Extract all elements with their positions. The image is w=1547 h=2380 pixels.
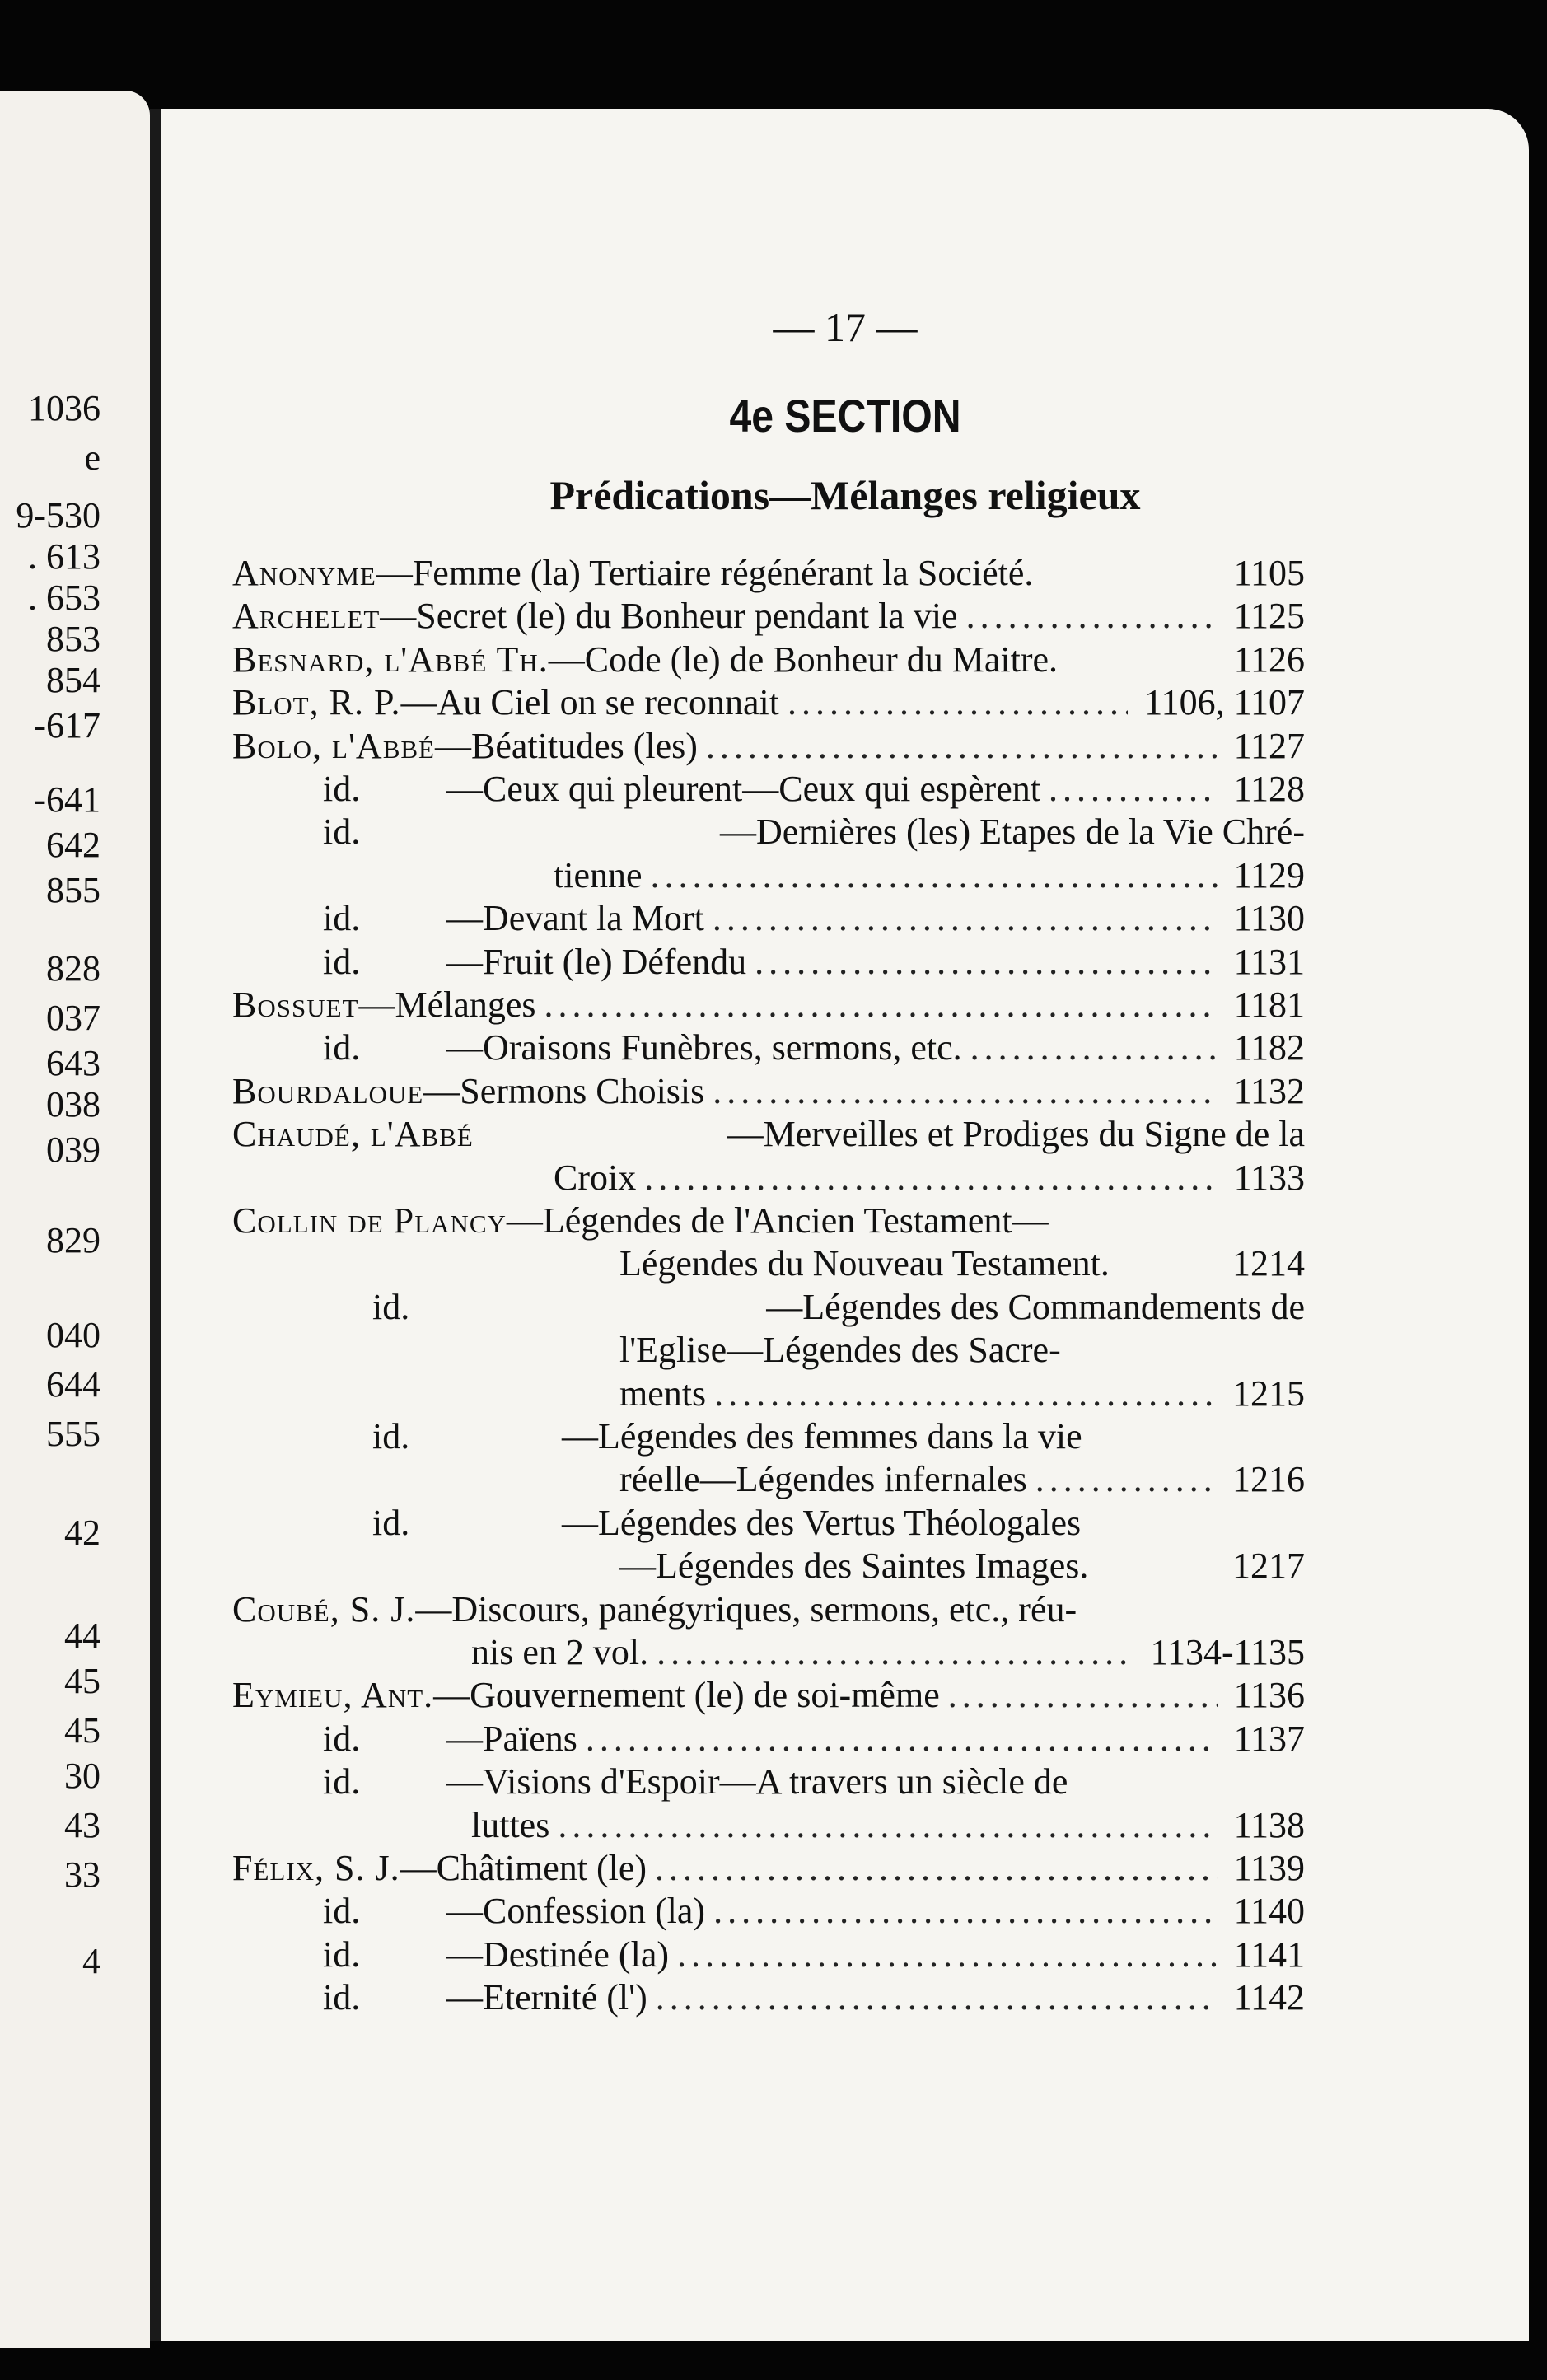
entry-id-ref: id. xyxy=(323,941,361,982)
prev-page-number: 9-530 xyxy=(16,495,100,535)
entry-title: —Châtiment (le) xyxy=(400,1848,647,1888)
catalog-entry-line xyxy=(232,768,1305,814)
prev-page-number: -617 xyxy=(34,705,100,746)
catalog-entry-line xyxy=(232,638,1305,685)
prev-page-number: 853 xyxy=(46,619,100,659)
dot-leader xyxy=(948,1674,1218,1716)
entry-continuation: Croix xyxy=(554,1157,637,1198)
entry-number: 1130 xyxy=(1233,898,1305,939)
catalog-entry-line xyxy=(232,1847,1305,1893)
entry-title: —Oraisons Funèbres, sermons, etc. xyxy=(446,1027,962,1068)
prev-page-number: 643 xyxy=(46,1043,100,1083)
entry-id-ref: id. xyxy=(372,1416,410,1457)
entry-id-ref: id. xyxy=(323,1933,361,1975)
entry-author: Blot, R. P. xyxy=(232,682,401,723)
dot-leader xyxy=(586,1718,1218,1760)
dot-leader xyxy=(655,1847,1218,1889)
dot-leader xyxy=(755,941,1218,983)
prev-page-number: 039 xyxy=(46,1129,100,1170)
catalog-entry-line xyxy=(232,1890,1305,1936)
entry-author: Félix, S. J. xyxy=(232,1848,400,1888)
catalog-entry-line xyxy=(232,1113,1305,1159)
entry-continuation: Légendes du Nouveau Testament. xyxy=(619,1243,1110,1284)
entry-number: 1131 xyxy=(1233,941,1305,982)
prev-page-number: 4 xyxy=(82,1941,100,1981)
prev-page-number: . 613 xyxy=(28,536,100,577)
prev-page-number: . 653 xyxy=(28,577,100,618)
section-title: 4e SECTION xyxy=(729,390,961,442)
catalog-entry-line xyxy=(232,1026,1305,1073)
entry-continuation: l'Eglise—Légendes des Sacre- xyxy=(619,1330,1061,1371)
entry-number: 1140 xyxy=(1233,1891,1305,1932)
dot-leader xyxy=(657,1631,1134,1673)
dot-leader xyxy=(788,681,1128,723)
entry-title: —Dernières (les) Etapes de la Vie Chré- xyxy=(719,811,1305,853)
entry-number: 1134-1135 xyxy=(1150,1632,1305,1672)
catalog-entry-line xyxy=(232,725,1305,771)
entry-title: —Discours, panégyriques, sermons, etc., réu- xyxy=(415,1588,1077,1630)
entry-number: 1216 xyxy=(1232,1459,1305,1500)
entry-title: —Femme (la) Tertiaire régénérant la Société. xyxy=(376,553,1034,593)
entry-title: —Légendes des Commandements de xyxy=(766,1286,1305,1327)
entry-id-ref: id. xyxy=(323,898,361,939)
catalog-entry-line xyxy=(232,1372,1305,1419)
catalog-entry-line xyxy=(232,811,1305,857)
entry-id-ref: id. xyxy=(323,769,361,809)
entry-continuation: tienne xyxy=(554,854,643,895)
prev-page-number: 644 xyxy=(46,1364,100,1405)
entry-title: —Ceux qui pleurent—Ceux qui espèrent xyxy=(446,769,1040,809)
entry-title: —Mélanges xyxy=(358,984,536,1025)
dot-leader xyxy=(677,1933,1218,1976)
entry-title: —Légendes des femmes dans la vie xyxy=(562,1416,1082,1457)
dot-leader xyxy=(656,1976,1218,2018)
entry-title: —Légendes de l'Ancien Testament— xyxy=(506,1200,1049,1241)
dot-leader xyxy=(644,1157,1217,1199)
entry-number: 1141 xyxy=(1233,1933,1305,1975)
prev-page-number: 040 xyxy=(46,1315,100,1355)
entry-number: 1214 xyxy=(1232,1243,1305,1284)
catalog-entry-line xyxy=(232,854,1305,900)
entry-number: 1137 xyxy=(1233,1718,1305,1759)
catalog-entry-line xyxy=(232,941,1305,987)
prev-page-number: 43 xyxy=(64,1805,100,1845)
entry-title: —Gouvernement (le) de soi-même xyxy=(433,1675,940,1716)
entry-author: Anonyme xyxy=(232,553,376,593)
entry-number: 1128 xyxy=(1233,769,1305,809)
prev-page-number: 30 xyxy=(64,1756,100,1796)
prev-page-number: 42 xyxy=(64,1513,100,1553)
entry-author: Coubé, S. J. xyxy=(232,1588,416,1630)
entry-title: —Païens xyxy=(446,1718,577,1759)
catalog-entry-line xyxy=(232,1760,1305,1807)
catalog-entry-line xyxy=(232,1458,1305,1504)
entry-author: Bolo, l'Abbé xyxy=(232,725,435,766)
catalog-entry-line xyxy=(232,1933,1305,1980)
entry-title: —Code (le) de Bonheur du Maitre. xyxy=(548,638,1059,680)
catalog-entry-line xyxy=(232,1070,1305,1116)
prev-page-number: 829 xyxy=(46,1220,100,1260)
entry-author: Bourdaloue xyxy=(232,1070,424,1111)
catalog-entry-line xyxy=(232,1588,1305,1634)
entry-title: —Eternité (l') xyxy=(446,1977,647,2018)
prev-page-number: 642 xyxy=(46,825,100,865)
entry-number: 1126 xyxy=(1233,638,1305,680)
catalog-entry-line xyxy=(232,1242,1305,1288)
catalog-entry-line xyxy=(232,984,1305,1030)
entry-number: 1139 xyxy=(1233,1848,1305,1888)
entry-title: —Confession (la) xyxy=(446,1891,706,1932)
entry-number: 1138 xyxy=(1233,1804,1305,1845)
entry-title: —Au Ciel on se reconnait xyxy=(400,682,780,723)
catalog-entry-line xyxy=(232,552,1305,598)
prev-page-number: 855 xyxy=(46,870,100,910)
entry-continuation: nis en 2 vol. xyxy=(471,1632,649,1672)
catalog-entry-line xyxy=(232,1718,1305,1764)
entry-id-ref: id. xyxy=(323,811,361,853)
dot-leader xyxy=(713,1890,1218,1932)
dot-leader xyxy=(970,1026,1218,1068)
book-page xyxy=(150,109,1529,2341)
prev-page-number: 555 xyxy=(46,1414,100,1454)
prev-page-number: 037 xyxy=(46,998,100,1038)
entry-author: Besnard, l'Abbé Th. xyxy=(232,638,549,680)
catalog-entry-line xyxy=(232,1976,1305,2022)
entry-author: Bossuet xyxy=(232,984,359,1025)
catalog-entry-line xyxy=(232,1502,1305,1548)
entry-continuation: ments xyxy=(619,1372,707,1414)
entry-author: Collin de Plancy xyxy=(232,1200,507,1241)
entry-id-ref: id. xyxy=(323,1891,361,1932)
entry-id-ref: id. xyxy=(372,1502,410,1543)
page-number: — 17 — xyxy=(773,304,918,350)
entry-number: 1125 xyxy=(1233,596,1305,637)
prev-page-number: e xyxy=(84,437,100,478)
entry-number: 1217 xyxy=(1232,1545,1305,1587)
entry-number: 1181 xyxy=(1233,984,1305,1025)
entry-title: —Sermons Choisis xyxy=(423,1070,705,1111)
dot-leader xyxy=(651,854,1218,896)
entry-id-ref: id. xyxy=(323,1761,361,1803)
dot-leader xyxy=(706,725,1218,767)
catalog-entry-line xyxy=(232,1329,1305,1375)
prev-page-number: 33 xyxy=(64,1854,100,1895)
entry-title: —Secret (le) du Bonheur pendant la vie xyxy=(380,596,958,637)
entry-title: —Fruit (le) Défendu xyxy=(446,941,747,982)
entry-id-ref: id. xyxy=(372,1286,410,1327)
entry-author: Archelet xyxy=(232,596,381,637)
prev-page-number: 854 xyxy=(46,660,100,700)
dot-leader xyxy=(966,595,1218,637)
entry-id-ref: id. xyxy=(323,1027,361,1068)
entry-title: —Destinée (la) xyxy=(446,1933,669,1975)
catalog-entry-line xyxy=(232,681,1305,727)
entry-number: 1106, 1107 xyxy=(1144,682,1305,723)
catalog-entry-line xyxy=(232,1804,1305,1850)
entry-number: 1136 xyxy=(1233,1675,1305,1716)
entry-number: 1127 xyxy=(1233,725,1305,766)
entry-continuation: —Légendes des Saintes Images. xyxy=(619,1545,1089,1587)
catalog-entry-line xyxy=(232,1545,1305,1591)
catalog-entry-line xyxy=(232,1157,1305,1203)
entry-author: Eymieu, Ant. xyxy=(232,1675,434,1716)
entry-number: 1129 xyxy=(1233,854,1305,895)
previous-page-strip xyxy=(0,91,150,2348)
dot-leader xyxy=(1049,768,1218,810)
catalog-entry-line xyxy=(232,1631,1305,1677)
catalog-entry-line xyxy=(232,897,1305,943)
dot-leader xyxy=(1035,1458,1216,1500)
entry-number: 1105 xyxy=(1233,553,1305,593)
entry-continuation: luttes xyxy=(471,1804,550,1845)
entry-number: 1142 xyxy=(1233,1977,1305,2018)
entry-title: —Merveilles et Prodiges du Signe de la xyxy=(727,1114,1305,1155)
prev-page-number: 45 xyxy=(64,1661,100,1701)
entry-title: —Légendes des Vertus Théologales xyxy=(562,1502,1082,1543)
catalog-entry-line xyxy=(232,1415,1305,1461)
entry-title: —Visions d'Espoir—A travers un siècle de xyxy=(446,1761,1068,1803)
prev-page-number: 45 xyxy=(64,1710,100,1751)
entry-author: Chaudé, l'Abbé xyxy=(232,1114,474,1155)
prev-page-number: 44 xyxy=(64,1616,100,1656)
dot-leader xyxy=(713,897,1218,939)
entry-number: 1133 xyxy=(1233,1157,1305,1198)
catalog-entry-line xyxy=(232,1286,1305,1332)
dot-leader xyxy=(558,1804,1217,1846)
catalog-entry-line xyxy=(232,1674,1305,1720)
dot-leader xyxy=(713,1070,1217,1112)
entry-number: 1132 xyxy=(1233,1070,1305,1111)
prev-page-number: 828 xyxy=(46,948,100,989)
dot-leader xyxy=(714,1372,1216,1414)
prev-page-number: 038 xyxy=(46,1084,100,1125)
entry-title: —Béatitudes (les) xyxy=(435,725,698,766)
dot-leader xyxy=(544,984,1218,1026)
entry-id-ref: id. xyxy=(323,1718,361,1759)
entry-id-ref: id. xyxy=(323,1977,361,2018)
catalog-entry-line xyxy=(232,1199,1305,1246)
prev-page-number: -641 xyxy=(34,779,100,820)
section-subtitle: Prédications—Mélanges religieux xyxy=(549,472,1141,518)
catalog-entry-line xyxy=(232,595,1305,641)
entry-number: 1215 xyxy=(1232,1372,1305,1414)
entry-number: 1182 xyxy=(1233,1027,1305,1068)
prev-page-number: 1036 xyxy=(28,388,100,428)
entry-continuation: réelle—Légendes infernales xyxy=(619,1459,1027,1500)
entry-title: —Devant la Mort xyxy=(446,898,704,939)
